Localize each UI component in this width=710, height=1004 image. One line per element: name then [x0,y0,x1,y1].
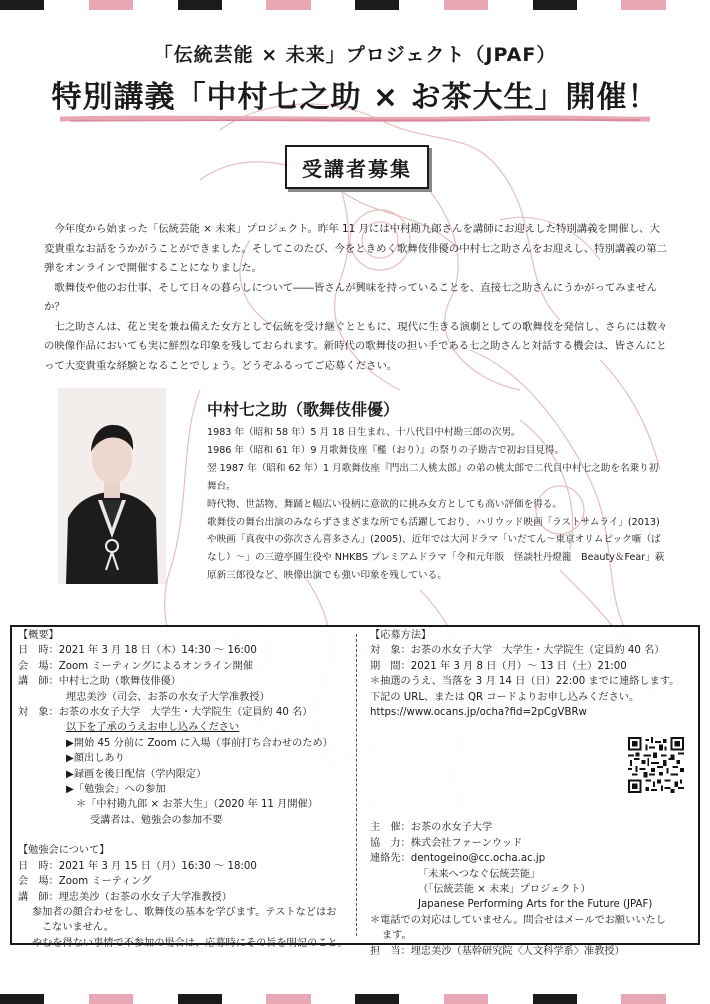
intro-paragraph: 今年度から始まった「伝統芸能 × 未来」プロジェクト。昨年 11 月には中村勘九郎さんを講師にお迎えした特別講義を開催し、大変貴重なお話をうかがうことができました。そしてこのたび、今をときめく歌舞伎俳優の中村七之助さんをお迎えし、特別講義の第二弾をオンラインで開催することになりました。 [44,223,668,274]
bio-line: 歌舞伎の舞台出演のみならずさまざまな所でも活躍しており、ハリウッド映画「ラストサムライ」(2013) や映画「真夜中の弥次さん喜多さん」(2005)、近年では大河ドラマ「いだてん～東京オリムピック噺（ばなし）～」の三遊亭圓生役や NHKBS プレミアムドラマ「令和元年版 怪談牡丹燈籠 Beauty＆Fear」萩原新三郎役など、映像出演でも強い印象を残している。 [207,516,665,582]
intro-paragraph: 歌舞伎や他のお仕事、そして日々の暮らしについて――皆さんが興味を持っていることを、直接七之助さんにうかがってみませんか？ [44,281,657,313]
overview-note: 受講者は、勉強会の参加不要 [90,814,223,826]
overview-item: ▶顔出しあり [66,753,125,765]
credit-contact[interactable]: 連絡先：dentogeino@cc.ocha.ac.jp [370,853,546,865]
overview-note: ＊「中村勘九郎 × お茶大生」（2020 年 11 月開催） [76,799,318,811]
apply-howto: 下記の URL、または QR コードよりお申し込みください。 [370,691,640,703]
overview-target: 対 象：お茶の水女子大学 大学生・大学院生（定員約 40 名） [18,707,313,719]
recruit-heading: 受講者募集 [285,145,429,189]
credit-project: 「未来へつなぐ伝統芸能」 [418,868,541,880]
brush-underline [60,115,650,123]
intro-paragraph: 七之助さんは、花と実を兼ね備えた女方として伝統を受け継ぐとともに、現代に生きる演劇としての歌舞伎を発信し、さらには数々の映像作品においても実に鮮烈な印象を残しておられます。新時代の歌舞伎の担い手である七之助さんと対話する機会は、皆さんにとって大変貴重な経験となることでしょう。どうぞふるってご応募ください。 [44,320,668,372]
portrait-photo [58,388,166,584]
qr-code[interactable] [626,735,686,795]
project-subtitle: 「伝統芸能 × 未来」プロジェクト（JPAF） [153,44,557,66]
apply-period: 期 間：2021 年 3 月 8 日（月）～ 13 日（土）21:00 [370,660,627,672]
credit-charge: 担 当：埋忠美沙（基幹研究院〈人文科学系〉准教授） [370,945,625,957]
overview-venue: 会 場：Zoom ミーティングによるオンライン開催 [18,660,254,672]
overview-date: 日 時：2021 年 3 月 18 日（木）14:30 ～ 16:00 [18,645,257,657]
bio-line: 1983 年（昭和 58 年）5 月 18 日生まれ、十八代目中村勘三郎の次男。 [207,427,521,438]
bio-name: 中村七之助（歌舞伎俳優） [207,400,400,419]
study-desc: やむを得ない事情で不参加の場合は、応募時にその旨を明記のこと。 [32,937,348,949]
credit-phone-note: ＊電話での対応はしていません。問合せはメールでお願いいたし [370,914,666,926]
bio-line: 1986 年（昭和 61 年）9 月歌舞伎座『檻（おり）』の祭りの子勘吉で初お目見得。 [207,444,565,456]
study-heading: 【勉強会について】 [18,845,110,857]
overview-heading: 【概要】 [18,630,59,641]
overview-lecturer: 講 師：中村七之助（歌舞伎俳優） [18,676,181,688]
study-desc: こないません。 [42,922,114,934]
study-desc: 参加者の顔合わせをし、歌舞伎の基本を学びます。テストなどはお [32,906,337,918]
overview-item: ▶「勉強会」への参加 [66,784,166,796]
study-lecturer: 講 師：埋忠美沙（お茶の水女子大学准教授） [18,891,232,903]
page-title: 特別講義「中村七之助 × お茶大生」開催！ [51,80,659,115]
credit-coop: 協 力：株式会社ファーンウッド [370,837,523,849]
overview-item: ▶録画を後日配信（学内限定） [66,768,207,780]
overview-notice: 以下を了承のうえお申し込みください [66,722,240,734]
apply-lottery: ＊抽選のうえ、当落を 3 月 14 日（日）22:00 までに連絡します。 [370,676,680,688]
study-date: 日 時：2021 年 3 月 15 日（月）16:30 ～ 18:00 [18,860,257,872]
overview-item: ▶開始 45 分前に Zoom に入場（事前打ち合わせのため） [66,737,333,749]
column-divider [356,634,357,936]
study-venue: 会 場：Zoom ミーティング [18,876,152,888]
apply-target: 対 象：お茶の水女子大学 大学生・大学院生（定員約 40 名） [370,645,665,657]
overview-column [18,628,350,951]
credit-host: 主 催：お茶の水女子大学 [370,822,493,834]
bio-line: 翌 1987 年（昭和 62 年）1 月歌舞伎座『門出二人桃太郎』の弟の桃太郎で二代目中村七之助を名乗り初舞台。 [207,462,659,492]
credit-project: Japanese Performing Arts for the Future (JPAF) [418,899,653,911]
credit-phone-note: ます。 [382,930,412,942]
intro-text [44,220,669,376]
apply-heading: 【応募方法】 [370,630,432,641]
apply-url[interactable]: https://www.ocans.jp/ocha?fid=2pCgVBRw [370,707,587,719]
overview-lecturer-host: 埋忠美沙（司会、お茶の水女子大学准教授） [66,691,270,703]
bio-line: 時代物、世話物、舞踊と幅広い役柄に意欲的に挑み女方としても高い評価を得る。 [207,498,562,510]
bio-text [207,424,665,585]
credit-project: （「伝統芸能 × 未来」プロジェクト） [418,884,591,896]
